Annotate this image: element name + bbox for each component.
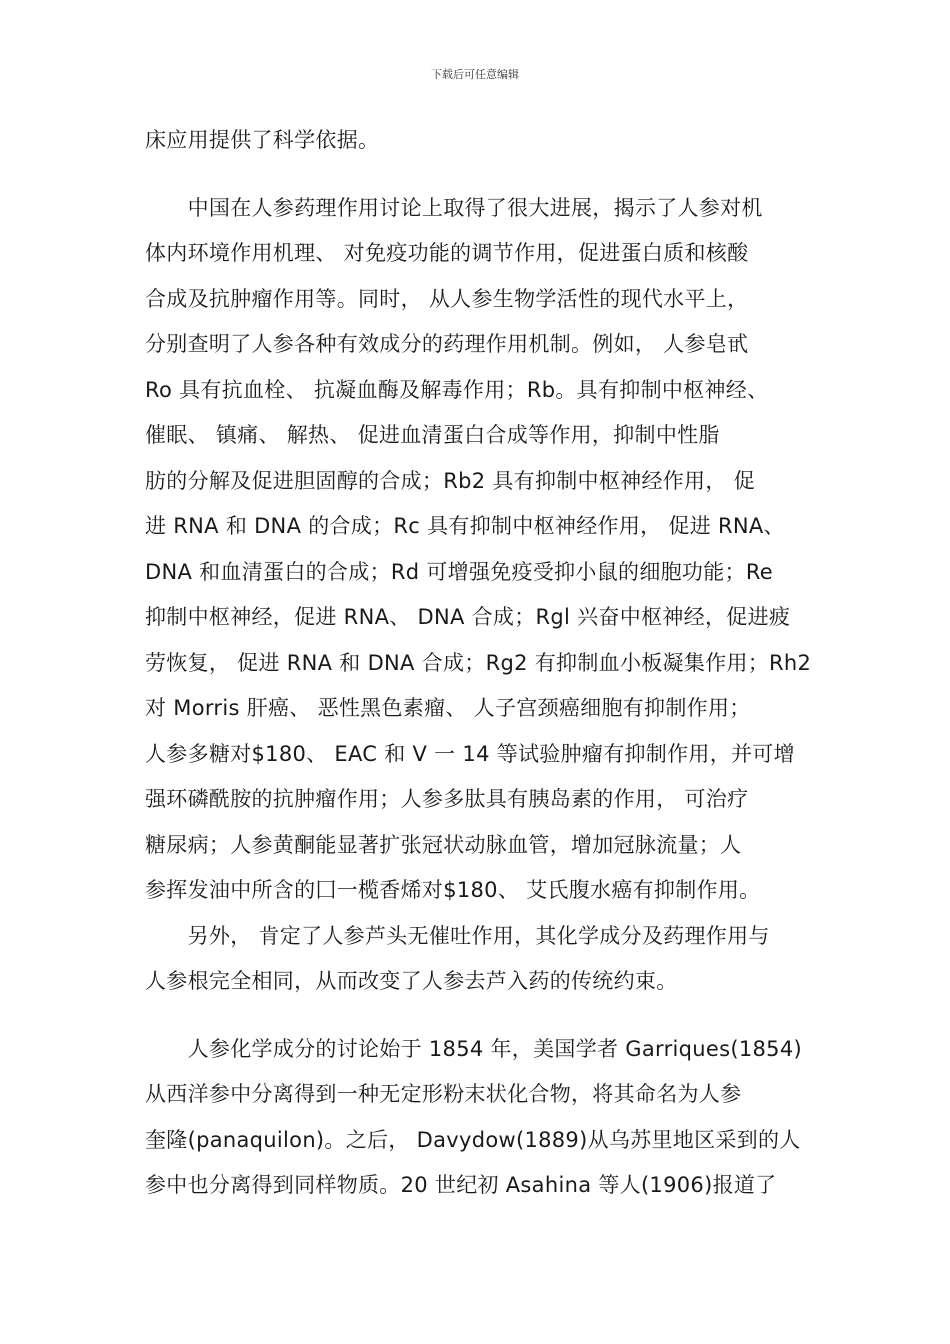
text-line: 参挥发油中所含的囗一榄香烯对$180、 艾氏腹水癌有抑制作用。 [145, 878, 761, 902]
text-line: 体内环境作用机理、 对免疫功能的调节作用，促进蛋白质和核酸 [145, 241, 749, 265]
text-line: 床应用提供了科学依据。 [145, 128, 380, 152]
text-line: 进 RNA 和 DNA 的合成；Rc 具有抑制中枢神经作用， 促进 RNA、 [145, 514, 785, 538]
paragraph-2 [145, 186, 815, 1005]
text-line: 参中也分离得到同样物质。20 世纪初 Asahina 等人(1906)报道了 [145, 1173, 777, 1197]
text-line: 从西洋参中分离得到一种无定形粉末状化合物，将其命名为人参 [145, 1082, 742, 1106]
text-line: 肪的分解及促进胆固醇的合成；Rb2 具有抑制中枢神经作用， 促 [145, 468, 755, 493]
text-line: Ro 具有抗血栓、 抗凝血酶及解毒作用；Rb。具有抑制中枢神经、 [145, 377, 769, 402]
text-line: 强环磷酰胺的抗肿瘤作用；人参多肽具有胰岛素的作用， 可治疗 [145, 787, 749, 811]
paragraph-3 [145, 1027, 815, 1209]
text-line: 分别查明了人参各种有效成分的药理作用机制。例如， 人参皂甙 [145, 332, 749, 356]
text-line: 中国在人参药理作用讨论上取得了很大进展，揭示了人参对机 [145, 195, 763, 220]
text-line: 糖尿病；人参黄酮能显著扩张冠状动脉血管，增加冠脉流量；人 [145, 832, 742, 857]
text-line: 合成及抗肿瘤作用等。同时， 从人参生物学活性的现代水平上， [145, 286, 749, 311]
paragraph-gap [145, 164, 815, 186]
text-line: 人参根完全相同，从而改变了人参去芦入药的传统约束。 [145, 969, 678, 993]
text-line: DNA 和血清蛋白的合成；Rd 可增强免疫受抑小鼠的细胞功能；Re [145, 559, 773, 584]
text-line: 对 Morris 肝癌、 恶性黑色素瘤、 人子宫颈癌细胞有抑制作用； [145, 696, 751, 720]
text-line: 抑制中枢神经，促进 RNA、 DNA 合成；Rgl 兴奋中枢神经，促进疲 [145, 605, 791, 629]
text-line: 人参化学成分的讨论始于 1854 年，美国学者 Garriques(1854) [145, 1036, 802, 1061]
page-header: 下载后可任意编辑 [431, 68, 519, 81]
text-line: 奎隆(panaquilon)。之后， Davydow(1889)从乌苏里地区采到的人 [145, 1127, 801, 1152]
text-line: 劳恢复， 促进 RNA 和 DNA 合成；Rg2 有抑制血小板凝集作用；Rh2 [145, 650, 812, 675]
text-line: 人参多糖对$180、 EAC 和 V 一 14 等试验肿瘤有抑制作用，并可增 [145, 741, 795, 766]
paragraph-1 [145, 118, 815, 164]
paragraph-gap [145, 1005, 815, 1027]
text-line: 另外， 肯定了人参芦头无催吐作用，其化学成分及药理作用与 [145, 923, 770, 948]
document-body [145, 118, 815, 1209]
text-line: 催眠、 镇痛、 解热、 促进血清蛋白合成等作用，抑制中性脂 [145, 423, 720, 447]
